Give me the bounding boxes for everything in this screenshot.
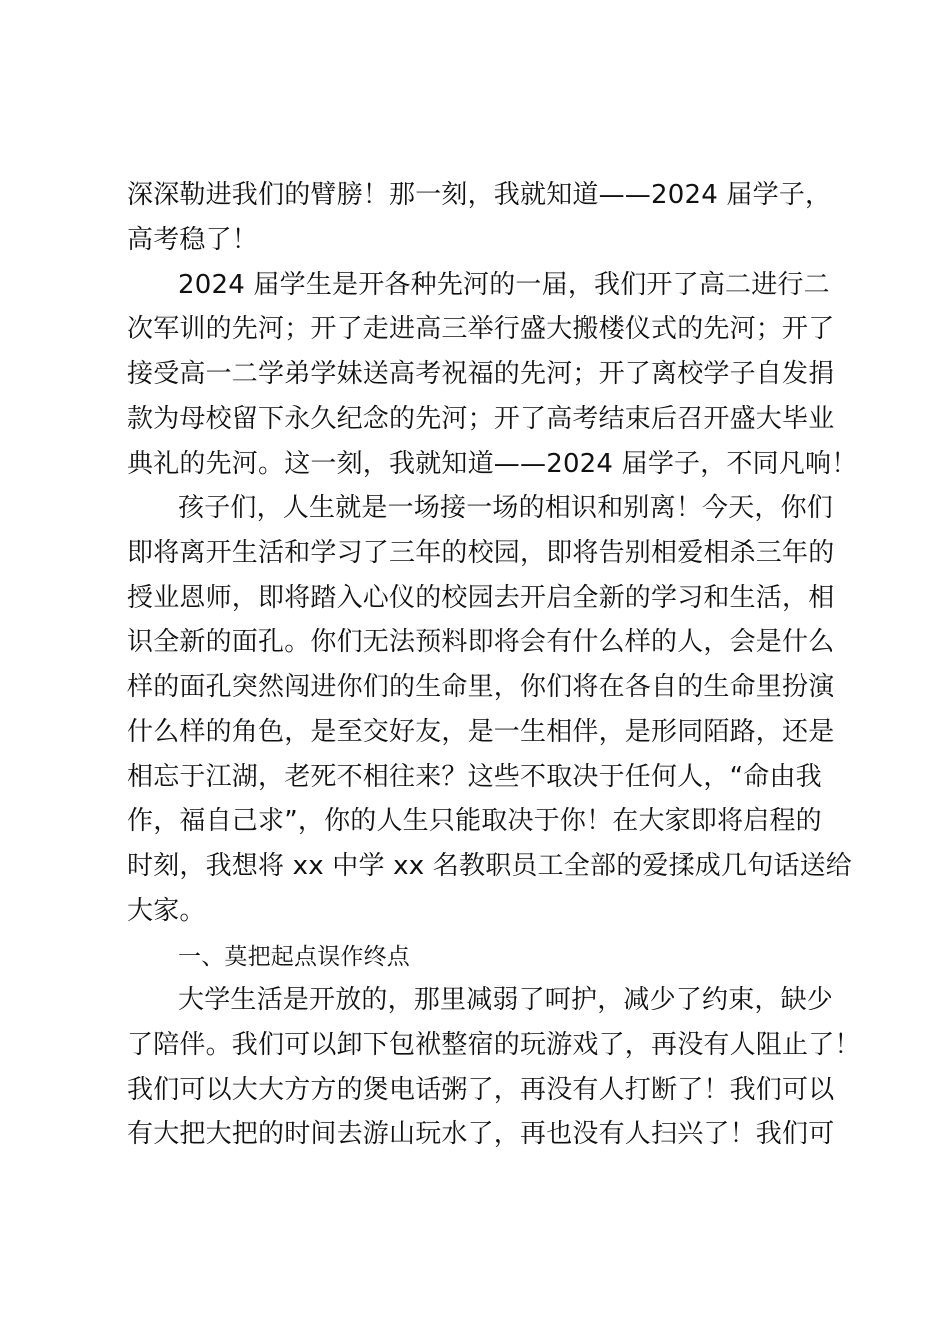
text-line: 什么样的角色，是至交好友，是一生相伴，是形同陌路，还是: [127, 717, 835, 747]
text-line: 作，福自己求”，你的人生只能取决于你！在大家即将启程的: [127, 806, 822, 836]
paragraph-first-line: 孩子们，人生就是一场接一场的相识和别离！今天，你们: [178, 493, 834, 523]
text-line: 典礼的先河。这一刻，我就知道——2024 届学子，不同凡响！: [127, 449, 858, 479]
text-line: 有大把大把的时间去游山玩水了，再也没有人扫兴了！我们可: [127, 1119, 835, 1149]
text-line: 大家。: [127, 896, 206, 926]
text-line: 样的面孔突然闯进你们的生命里，你们将在各自的生命里扮演: [127, 672, 835, 702]
text-line: 我们可以大大方方的煲电话粥了，再没有人打断了！我们可以: [127, 1075, 835, 1105]
text-line: 相忘于江湖，老死不相往来？这些不取决于任何人，“命由我: [127, 762, 822, 792]
text-line: 次军训的先河；开了走进高三举行盛大搬楼仪式的先河；开了: [127, 314, 835, 344]
paragraph-first-line: 2024 届学生是开各种先河的一届，我们开了高二进行二: [178, 270, 830, 300]
section-heading: 一、莫把起点误作终点: [178, 944, 410, 970]
text-line: 即将离开生活和学习了三年的校园，即将告别相爱相杀三年的: [127, 538, 835, 568]
text-line: 款为母校留下永久纪念的先河；开了高考结束后召开盛大毕业: [127, 404, 835, 434]
text-line: 高考稳了！: [127, 225, 259, 255]
text-line: 授业恩师，即将踏入心仪的校园去开启全新的学习和生活，相: [127, 583, 835, 613]
text-line: 深深勒进我们的臂膀！那一刻，我就知道——2024 届学子，: [127, 180, 832, 210]
text-line: 识全新的面孔。你们无法预料即将会有什么样的人，会是什么: [127, 627, 835, 657]
paragraph-first-line: 大学生活是开放的，那里减弱了呵护，减少了约束，缺少: [178, 985, 834, 1015]
text-line: 时刻，我想将 xx 中学 xx 名教职员工全部的爱揉成几句话送给: [127, 851, 853, 881]
text-line: 了陪伴。我们可以卸下包袱整宿的玩游戏了，再没有人阻止了！: [127, 1030, 861, 1060]
text-line: 接受高一二学弟学妹送高考祝福的先河；开了离校学子自发捐: [127, 359, 835, 389]
